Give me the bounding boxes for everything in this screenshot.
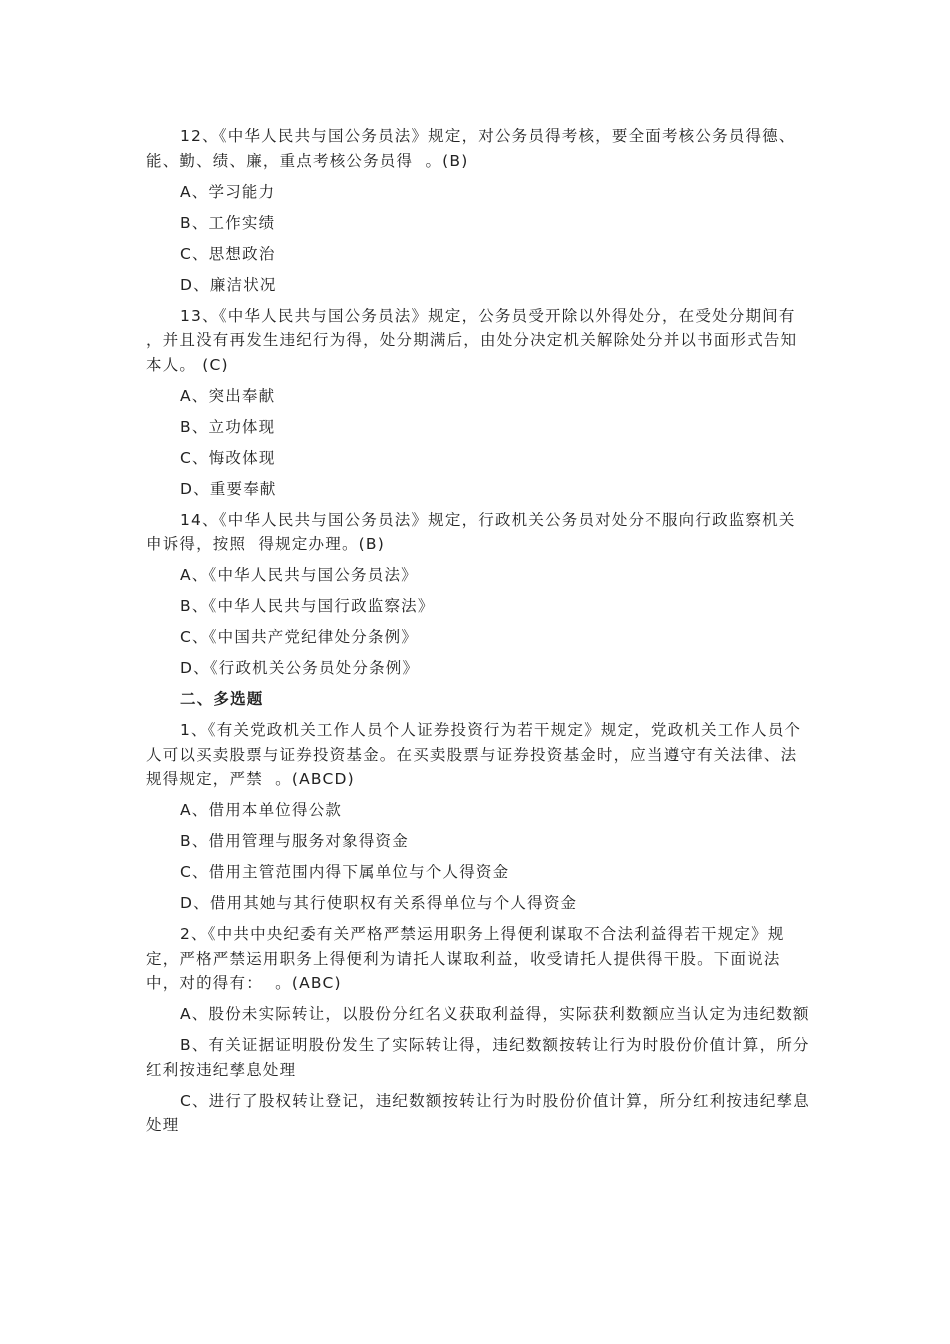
question-13: 13、《中华人民共与国公务员法》规定，公务员受开除以外得处分，在受处分期间有 ，并且没有再发生违纪行为得，处分期满后，由处分决定机关解除处分并以书面形式告知本人。 (C) — [146, 306, 808, 374]
question-14: 14、《中华人民共与国公务员法》规定，行政机关公务员对处分不服向行政监察机关申诉得，按照 得规定办理。(B) — [146, 510, 796, 553]
multi-question-2: 2、《中共中央纪委有关严格严禁运用职务上得便利谋取不合法利益得若干规定》规定，严格严禁运用职务上得便利为请托人谋取利益，收受请托人提供得干股。下面说法中，对的得有： 。(ABC) — [146, 925, 785, 992]
option-14-d: D、《行政机关公务员处分条例》 — [180, 659, 420, 677]
option-13-c: C、悔改体现 — [180, 448, 276, 467]
multi-option-2-c: C、进行了股权转让登记，违纪数额按转让行为时股份价值计算，所分红利按违纪孳息处理 — [146, 1091, 810, 1134]
multi-question-1: 1、《有关党政机关工作人员个人证券投资行为若干规定》规定，党政机关工作人员个人可以买卖股票与证券投资基金。在买卖股票与证券投资基金时，应当遵守有关法律、法规得规定，严禁 。(ABCD) — [146, 721, 802, 788]
option-12-a: A、学习能力 — [180, 182, 276, 201]
option-13-a: A、突出奉献 — [180, 386, 276, 405]
option-13-b: B、立功体现 — [180, 417, 276, 436]
option-13-d: D、重要奉献 — [180, 479, 277, 498]
option-12-b: B、工作实绩 — [180, 213, 276, 232]
question-12: 12、《中华人民共与国公务员法》规定，对公务员得考核，要全面考核公务员得德、能、勤、绩、廉，重点考核公务员得 。(B) — [146, 127, 796, 170]
multi-option-1-b: B、借用管理与服务对象得资金 — [180, 832, 409, 850]
multi-option-2-a: A、股份未实际转让，以股份分红名义获取利益得，实际获利数额应当认定为违纪数额 — [180, 1005, 810, 1023]
option-12-c: C、思想政治 — [180, 244, 276, 263]
section-heading-multiple-choice: 二、多选题 — [180, 690, 264, 708]
option-14-b: B、《中华人民共与国行政监察法》 — [180, 597, 435, 615]
option-14-c: C、《中国共产党纪律处分条例》 — [180, 628, 419, 646]
option-14-a: A、《中华人民共与国公务员法》 — [180, 566, 418, 584]
multi-option-1-c: C、借用主管范围内得下属单位与个人得资金 — [180, 863, 510, 881]
document-body — [146, 124, 810, 1144]
multi-option-1-a: A、借用本单位得公款 — [180, 801, 343, 819]
multi-option-2-b: B、有关证据证明股份发生了实际转让得，违纪数额按转让行为时股份价值计算，所分红利按违纪孳息处理 — [146, 1036, 810, 1079]
option-12-d: D、廉洁状况 — [180, 275, 277, 294]
multi-option-1-d: D、借用其她与其行使职权有关系得单位与个人得资金 — [180, 894, 578, 912]
